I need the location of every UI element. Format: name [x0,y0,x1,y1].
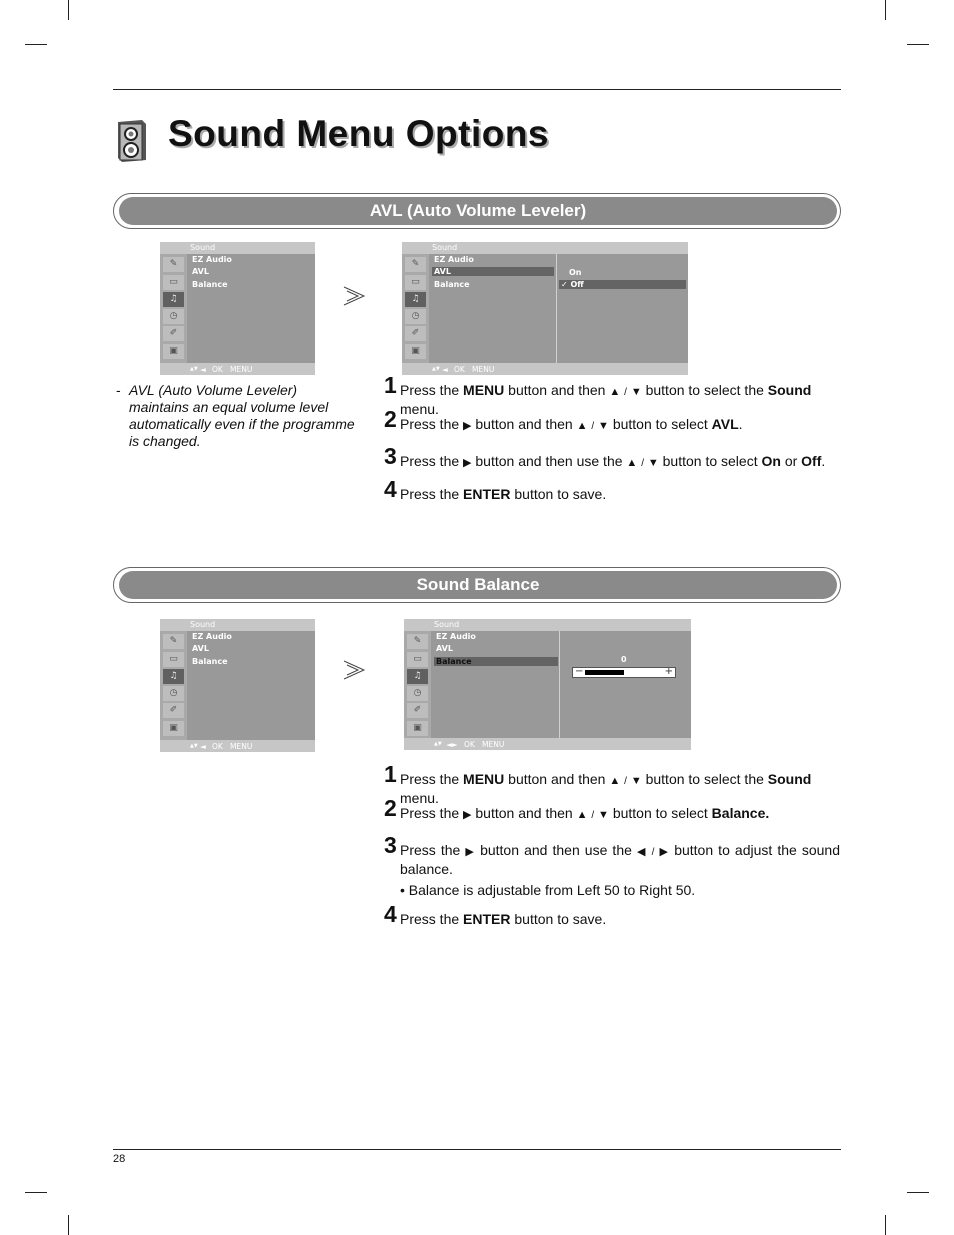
osd-item-ez-audio: EZ Audio [192,255,232,264]
osd-item-avl: AVL [436,644,453,653]
osd-icon-rail [160,631,187,740]
avl-step-3: 3 Press the ▶ button and then use the ▲ / ▼ button to select On or Off. [384,443,826,469]
osd-balance-menu [404,619,691,750]
osd-item-ez-audio: EZ Audio [192,632,232,641]
page-number: 28 [113,1153,126,1165]
osd-header: Sound [160,619,315,631]
balance-step-1: 1 Press the MENU button and then ▲ / ▼ button to select the Sound menu. [384,761,812,806]
osd-footer [160,740,315,752]
down-arrow-icon: ▼ [598,420,609,432]
ok-label: OK [212,365,223,374]
crop-mark [907,1192,929,1193]
osd-icon-rail [160,254,187,363]
up-down-icon: ▲▼ [432,366,440,372]
section-bar-avl [113,193,841,229]
section-title-avl: AVL (Auto Volume Leveler) [119,197,837,225]
balance-step-3: 3 Press the ▶ button and then use the ◀ / ▶ button to adjust the sound balance. [384,832,841,877]
up-down-icon: ▲▼ [190,366,198,372]
balance-value: 0 [621,655,627,664]
picture-icon: ✎ [407,634,428,649]
crop-mark [885,1215,886,1235]
option-icon: ✐ [163,326,184,341]
tv-icon: ▣ [407,721,428,736]
avl-step-1: 1 Press the MENU button and then ▲ / ▼ button to select the Sound menu. [384,372,812,417]
down-arrow-icon: ▼ [598,809,609,821]
screen-icon: ▭ [405,275,426,290]
ok-label: OK [212,742,223,751]
right-arrow-icon: ▶ [463,457,472,469]
up-down-icon: ▲▼ [190,743,198,749]
up-arrow-icon: ▲ [626,457,638,469]
down-arrow-icon: ▼ [647,457,659,469]
next-arrow-icon [343,285,367,307]
clock-icon: ◷ [407,686,428,701]
left-arrow-icon: ◀ [636,846,647,858]
osd-option-on: On [569,268,582,277]
osd-item-balance: Balance [192,280,228,289]
osd-footer [402,363,688,375]
menu-label: MENU [482,740,505,749]
page-title: Sound Menu Options [168,113,550,154]
clock-icon: ◷ [163,686,184,701]
up-arrow-icon: ▲ [609,775,621,787]
osd-option-off-row [559,280,686,289]
osd-item-avl: AVL [192,644,209,653]
balance-note: • Balance is adjustable from Left 50 to Right 50. [400,882,696,898]
option-icon: ✐ [407,703,428,718]
avl-step-2: 2 Press the ▶ button and then ▲ / ▼ button to select AVL. [384,406,743,432]
osd-item-avl: AVL [432,267,554,276]
right-arrow-icon: ▶ [463,420,472,432]
osd-item-ez-audio: EZ Audio [434,255,474,264]
osd-icon-rail [402,254,429,363]
top-rule [113,89,841,90]
left-icon: ◄ [442,365,448,374]
osd-separator [556,254,557,363]
osd-footer [404,738,691,750]
right-arrow-icon: ▶ [465,846,476,858]
tv-icon: ▣ [163,344,184,359]
right-arrow-icon: ▶ [659,846,670,858]
osd-sound-menu [160,242,315,375]
osd-item-balance: Balance [434,657,558,666]
speaker-icon [114,118,148,162]
balance-step-2: 2 Press the ▶ button and then ▲ / ▼ button to select Balance. [384,795,770,821]
crop-mark [68,1215,69,1235]
up-arrow-icon: ▲ [576,420,588,432]
osd-header: Sound [402,242,688,254]
osd-footer [160,363,315,375]
section-title-balance: Sound Balance [119,571,837,599]
osd-item-balance: Balance [192,657,228,666]
crop-mark [68,0,69,20]
balance-step-4: 4 Press the ENTER button to save. [384,901,607,927]
left-icon: ◄ [200,365,206,374]
up-arrow-icon: ▲ [609,386,621,398]
plus-icon: + [664,666,673,677]
picture-icon: ✎ [405,257,426,272]
down-arrow-icon: ▼ [630,386,642,398]
speaker-icon: ♫ [405,292,426,307]
ok-label: OK [464,740,475,749]
clock-icon: ◷ [405,309,426,324]
crop-mark [907,44,929,45]
menu-label: MENU [230,742,253,751]
up-down-icon: ▲▼ [434,741,442,747]
down-arrow-icon: ▼ [630,775,642,787]
avl-note: - AVL (Auto Volume Leveler) maintains an equal volume level automatically even if the programme is changed. [116,382,355,449]
screen-icon: ▭ [407,652,428,667]
crop-mark [25,44,47,45]
picture-icon: ✎ [163,257,184,272]
osd-option-off: Off [570,280,584,289]
balance-slider [572,667,676,678]
menu-label: MENU [472,365,495,374]
osd-item-avl: AVL [192,267,209,276]
osd-avl-menu [402,242,688,375]
crop-mark [885,0,886,20]
minus-icon: − [575,666,584,677]
option-icon: ✐ [405,326,426,341]
picture-icon: ✎ [163,634,184,649]
option-icon: ✐ [163,703,184,718]
osd-item-ez-audio: EZ Audio [436,632,476,641]
screen-icon: ▭ [163,652,184,667]
clock-icon: ◷ [163,309,184,324]
osd-item-balance: Balance [434,280,470,289]
section-bar-balance [113,567,841,603]
screen-icon: ▭ [163,275,184,290]
next-arrow-icon [343,659,367,681]
left-right-icon: ◄► [446,740,458,749]
balance-slider-fill [585,670,624,675]
menu-label: MENU [230,365,253,374]
left-icon: ◄ [200,742,206,751]
avl-step-4: 4 Press the ENTER button to save. [384,476,607,502]
osd-icon-rail [404,631,431,738]
check-icon: ✓ [561,280,568,289]
osd-header: Sound [404,619,691,631]
speaker-icon: ♫ [163,669,184,684]
speaker-icon: ♫ [163,292,184,307]
right-arrow-icon: ▶ [463,809,472,821]
bottom-rule [113,1149,841,1150]
tv-icon: ▣ [163,721,184,736]
speaker-icon: ♫ [407,669,428,684]
crop-mark [25,1192,47,1193]
osd-separator [559,631,560,738]
osd-sound-menu [160,619,315,752]
osd-header: Sound [160,242,315,254]
ok-label: OK [454,365,465,374]
tv-icon: ▣ [405,344,426,359]
up-arrow-icon: ▲ [576,809,588,821]
